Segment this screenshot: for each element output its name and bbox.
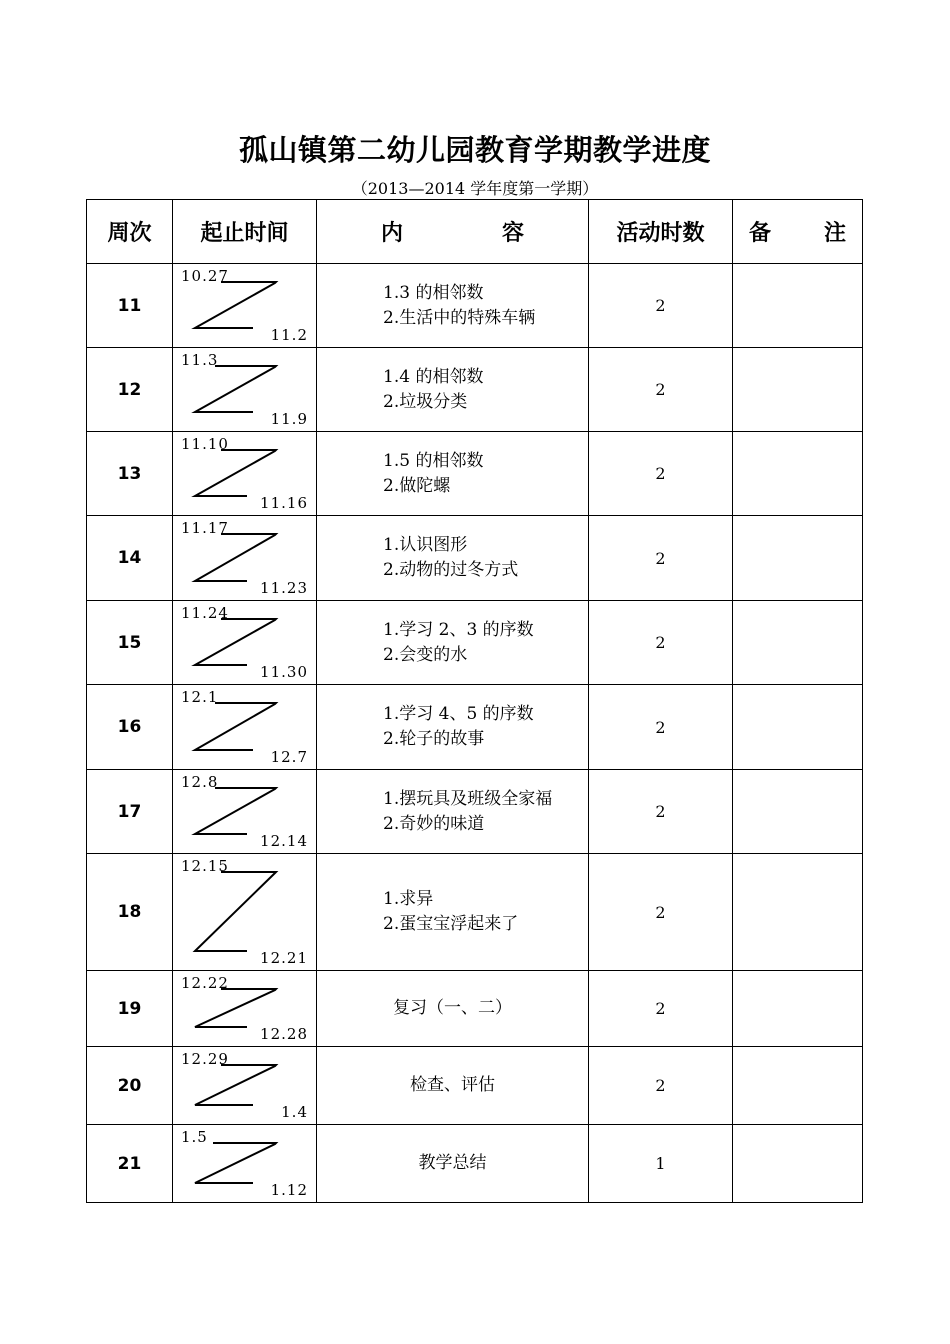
remarks: [733, 1047, 863, 1125]
start-date: 11.3: [181, 351, 219, 369]
activity-hours: 2: [589, 971, 733, 1047]
lesson-item: 1.摆玩具及班级全家福: [383, 788, 553, 809]
table-row: [87, 1125, 863, 1203]
lesson-item: 2.蛋宝宝浮起来了: [383, 914, 519, 934]
start-date: 12.15: [181, 857, 229, 875]
table-row: [87, 264, 863, 348]
date-range: [173, 685, 317, 770]
start-date: 11.17: [181, 519, 229, 537]
lesson-content: [317, 264, 589, 348]
table-row: [87, 1047, 863, 1125]
lesson-content: [317, 1125, 589, 1203]
lesson-item: 1.5 的相邻数: [383, 450, 484, 471]
lesson-item: 2.奇妙的味道: [383, 813, 485, 834]
z-connector: [195, 366, 276, 412]
date-range: [173, 1047, 317, 1125]
remarks: [733, 854, 863, 971]
remarks: [733, 685, 863, 770]
z-connector: [195, 534, 276, 581]
end-date: 11.2: [270, 326, 308, 344]
date-range: [173, 601, 317, 685]
date-range: [173, 854, 317, 971]
header-content: [317, 200, 589, 264]
date-range: [173, 348, 317, 432]
end-date: 12.21: [260, 949, 308, 967]
lesson-content: [317, 854, 589, 971]
date-range: [173, 264, 317, 348]
table-row: [87, 432, 863, 516]
remarks: [733, 348, 863, 432]
remarks: [733, 971, 863, 1047]
lesson-item: 2.轮子的故事: [383, 729, 485, 749]
week-number: 16: [87, 685, 173, 770]
date-range: [173, 432, 317, 516]
header-note: [733, 200, 863, 264]
remarks: [733, 770, 863, 854]
activity-hours: 2: [589, 854, 733, 971]
z-connector: [195, 1065, 276, 1105]
activity-hours: 2: [589, 516, 733, 601]
z-connector: [195, 1143, 276, 1183]
end-date: 11.23: [260, 579, 308, 597]
header-note-a: 备: [749, 221, 772, 246]
table-row: [87, 348, 863, 432]
week-number: 15: [87, 601, 173, 685]
document-title: 孤山镇第二幼儿园教育学期教学进度: [238, 133, 711, 167]
lesson-item: 1.3 的相邻数: [383, 282, 484, 303]
lesson-item: 2.动物的过冬方式: [383, 560, 519, 580]
lesson-item: 教学总结: [418, 1153, 487, 1173]
date-range: [173, 770, 317, 854]
start-date: 12.8: [181, 773, 219, 791]
lesson-item: 1.学习 4、5 的序数: [383, 704, 534, 724]
date-range: [173, 1125, 317, 1203]
remarks: [733, 264, 863, 348]
activity-hours: 2: [589, 601, 733, 685]
lesson-item: 1.学习 2、3 的序数: [383, 619, 534, 640]
end-date: 1.4: [281, 1103, 308, 1121]
lesson-content: [317, 1047, 589, 1125]
start-date: 12.22: [181, 974, 229, 992]
week-number: 11: [87, 264, 173, 348]
date-range: [173, 971, 317, 1047]
lesson-content: [317, 601, 589, 685]
remarks: [733, 516, 863, 601]
z-connector: [195, 450, 276, 496]
header-dates: 起止时间: [173, 200, 317, 264]
header-content-b: 容: [501, 221, 524, 246]
header-week: 周次: [87, 200, 173, 264]
schedule-table: [86, 199, 863, 1203]
lesson-content: [317, 432, 589, 516]
header-hours: 活动时数: [589, 200, 733, 264]
remarks: [733, 432, 863, 516]
activity-hours: 2: [589, 1047, 733, 1125]
z-connector: [195, 989, 276, 1027]
lesson-item: 1.求异: [383, 889, 434, 909]
z-connector: [195, 788, 276, 834]
activity-hours: 2: [589, 264, 733, 348]
table-row: [87, 516, 863, 601]
lesson-content: [317, 348, 589, 432]
start-date: 12.1: [181, 688, 219, 706]
lesson-item: 复习（一、二）: [393, 998, 512, 1018]
week-number: 17: [87, 770, 173, 854]
lesson-item: 检查、评估: [410, 1075, 495, 1095]
lesson-item: 2.做陀螺: [383, 475, 451, 496]
end-date: 12.14: [260, 832, 308, 850]
start-date: 10.27: [181, 267, 229, 285]
activity-hours: 2: [589, 685, 733, 770]
end-date: 12.7: [270, 748, 308, 766]
table-row: [87, 854, 863, 971]
week-number: 12: [87, 348, 173, 432]
lesson-item: 1.认识图形: [383, 535, 468, 555]
lesson-content: [317, 770, 589, 854]
table-row: [87, 601, 863, 685]
lesson-item: 1.4 的相邻数: [383, 366, 484, 387]
end-date: 11.16: [260, 494, 308, 512]
end-date: 11.9: [270, 410, 308, 428]
week-number: 14: [87, 516, 173, 601]
week-number: 20: [87, 1047, 173, 1125]
lesson-item: 2.垃圾分类: [383, 391, 468, 412]
header-note-b: 注: [823, 221, 846, 246]
start-date: 11.10: [181, 435, 229, 453]
header-content-a: 内: [381, 221, 404, 246]
activity-hours: 2: [589, 770, 733, 854]
start-date: 1.5: [181, 1128, 208, 1146]
lesson-content: [317, 685, 589, 770]
week-number: 18: [87, 854, 173, 971]
table-row: [87, 685, 863, 770]
lesson-item: 2.会变的水: [383, 644, 468, 665]
end-date: 11.30: [260, 663, 308, 681]
z-connector: [195, 703, 276, 750]
activity-hours: 2: [589, 432, 733, 516]
start-date: 12.29: [181, 1050, 229, 1068]
date-range: [173, 516, 317, 601]
start-date: 11.24: [181, 604, 229, 622]
lesson-content: [317, 971, 589, 1047]
z-connector: [195, 282, 276, 328]
table-row: [87, 971, 863, 1047]
activity-hours: 2: [589, 348, 733, 432]
week-number: 19: [87, 971, 173, 1047]
lesson-item: 2.生活中的特殊车辆: [383, 307, 536, 328]
week-number: 21: [87, 1125, 173, 1203]
remarks: [733, 1125, 863, 1203]
end-date: 12.28: [260, 1025, 308, 1043]
z-connector: [195, 872, 276, 951]
remarks: [733, 601, 863, 685]
document-subtitle: （2013—2014 学年度第一学期）: [351, 179, 599, 198]
table-row: [87, 770, 863, 854]
z-connector: [195, 619, 276, 665]
activity-hours: 1: [589, 1125, 733, 1203]
header-row: [87, 200, 863, 264]
end-date: 1.12: [270, 1181, 308, 1199]
week-number: 13: [87, 432, 173, 516]
lesson-content: [317, 516, 589, 601]
